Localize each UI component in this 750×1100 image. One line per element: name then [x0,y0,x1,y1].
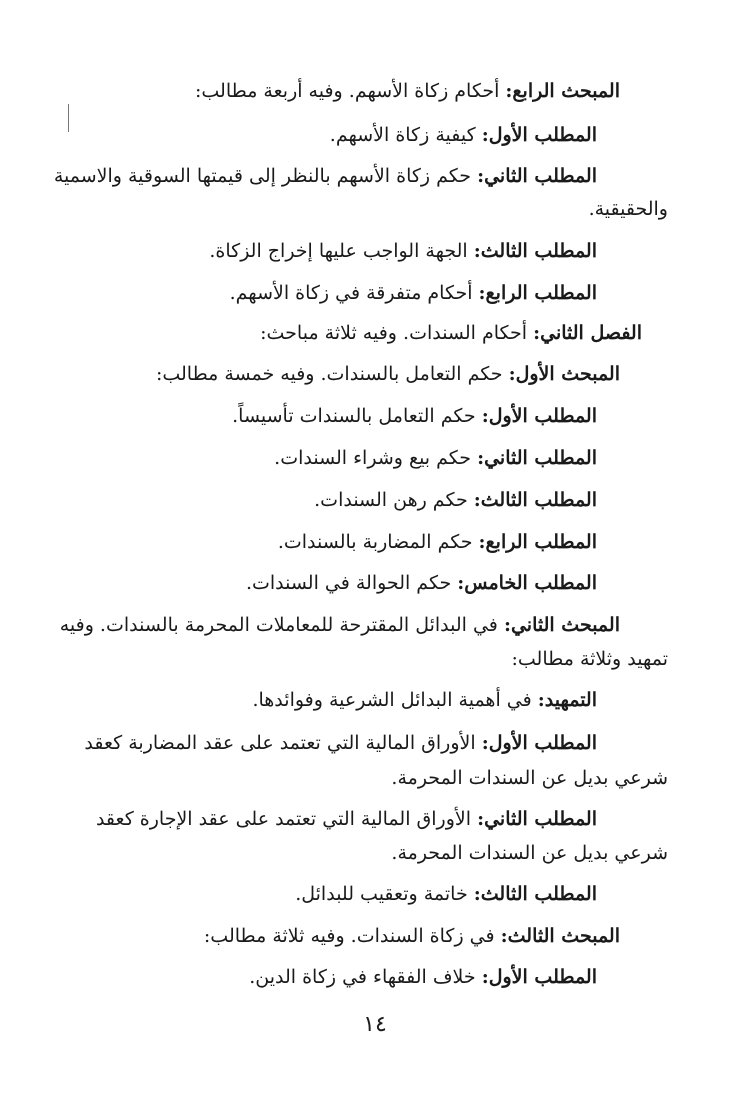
toc-entry-4 [209,238,597,264]
toc-entry-13 [60,612,620,638]
entry-label: الفصل الثاني: [533,322,642,344]
entry-text: حكم رهن السندات. [314,489,468,511]
toc-entry-16-continuation: شرعي بديل عن السندات المحرمة. [391,842,668,864]
entry-label: المطلب الثاني: [477,165,597,187]
entry-label: المطلب الأول: [481,732,597,754]
toc-entry-9 [274,445,597,471]
entry-label: المبحث الثالث: [500,925,620,947]
toc-entry-11 [278,529,597,555]
entry-text: حكم التعامل بالسندات تأسيساً. [232,405,476,427]
entry-text: في أهمية البدائل الشرعية وفوائدها. [252,689,532,711]
entry-label: المطلب الثاني: [477,808,597,830]
entry-text: حكم بيع وشراء السندات. [274,447,472,469]
toc-entry-6 [260,320,642,346]
toc-entry-3 [54,163,597,189]
toc-entry-15-continuation: شرعي بديل عن السندات المحرمة. [391,767,668,789]
toc-entry-19 [249,964,597,990]
entry-text: في زكاة السندات. وفيه ثلاثة مطالب: [203,925,495,947]
margin-mark [68,104,69,132]
entry-label: المطلب الخامس: [457,572,597,594]
entry-text: أحكام السندات. وفيه ثلاثة مباحث: [260,322,528,344]
toc-entry-7 [156,361,620,387]
entry-label: المطلب الثالث: [473,883,597,905]
entry-text: الأوراق المالية التي تعتمد على عقد الإجارة كعقد [95,808,472,830]
entry-text: خاتمة وتعقيب للبدائل. [295,883,468,905]
entry-label: التمهيد: [537,689,597,711]
entry-text: حكم المضاربة بالسندات. [277,531,473,553]
toc-entry-1 [195,78,620,104]
entry-text: الجهة الواجب عليها إخراج الزكاة. [209,240,468,262]
page-number: ١٤ [363,1012,387,1037]
toc-entry-10 [314,487,597,513]
entry-label: المطلب الأول: [481,405,597,427]
toc-entry-12 [246,570,597,596]
toc-entry-3-continuation: والحقيقية. [588,198,668,220]
toc-entry-16 [96,806,597,832]
toc-entry-5 [230,280,597,306]
entry-label: المطلب الثالث: [473,240,597,262]
toc-entry-18 [204,923,620,949]
toc-entry-2 [330,122,597,148]
entry-label: المطلب الرابع: [478,282,597,304]
toc-entry-15 [84,730,597,756]
entry-label: المطلب الرابع: [478,531,597,553]
entry-text: خلاف الفقهاء في زكاة الدين. [249,966,476,988]
entry-label: المبحث الثاني: [503,614,620,636]
toc-entry-17 [295,881,597,907]
entry-label: المطلب الأول: [481,124,597,146]
entry-text: في البدائل المقترحة للمعاملات المحرمة بالسندات. وفيه [59,614,498,636]
entry-text: حكم التعامل بالسندات. وفيه خمسة مطالب: [155,363,503,385]
entry-text: الأوراق المالية التي تعتمد على عقد المضاربة كعقد [84,732,476,754]
toc-entry-14 [252,687,597,713]
entry-text: أحكام متفرقة في زكاة الأسهم. [229,282,473,304]
toc-entry-8 [232,403,597,429]
entry-text: أحكام زكاة الأسهم. وفيه أربعة مطالب: [194,80,500,102]
entry-label: المطلب الثالث: [473,489,597,511]
entry-label: المطلب الثاني: [477,447,597,469]
entry-text: حكم زكاة الأسهم بالنظر إلى قيمتها السوقية والاسمية [53,165,472,187]
entry-text: حكم الحوالة في السندات. [245,572,452,594]
entry-label: المطلب الأول: [481,966,597,988]
entry-text: كيفية زكاة الأسهم. [329,124,476,146]
entry-label: المبحث الأول: [508,363,620,385]
entry-label: المبحث الرابع: [505,80,620,102]
toc-entry-13-continuation: تمهيد وثلاثة مطالب: [511,648,668,670]
